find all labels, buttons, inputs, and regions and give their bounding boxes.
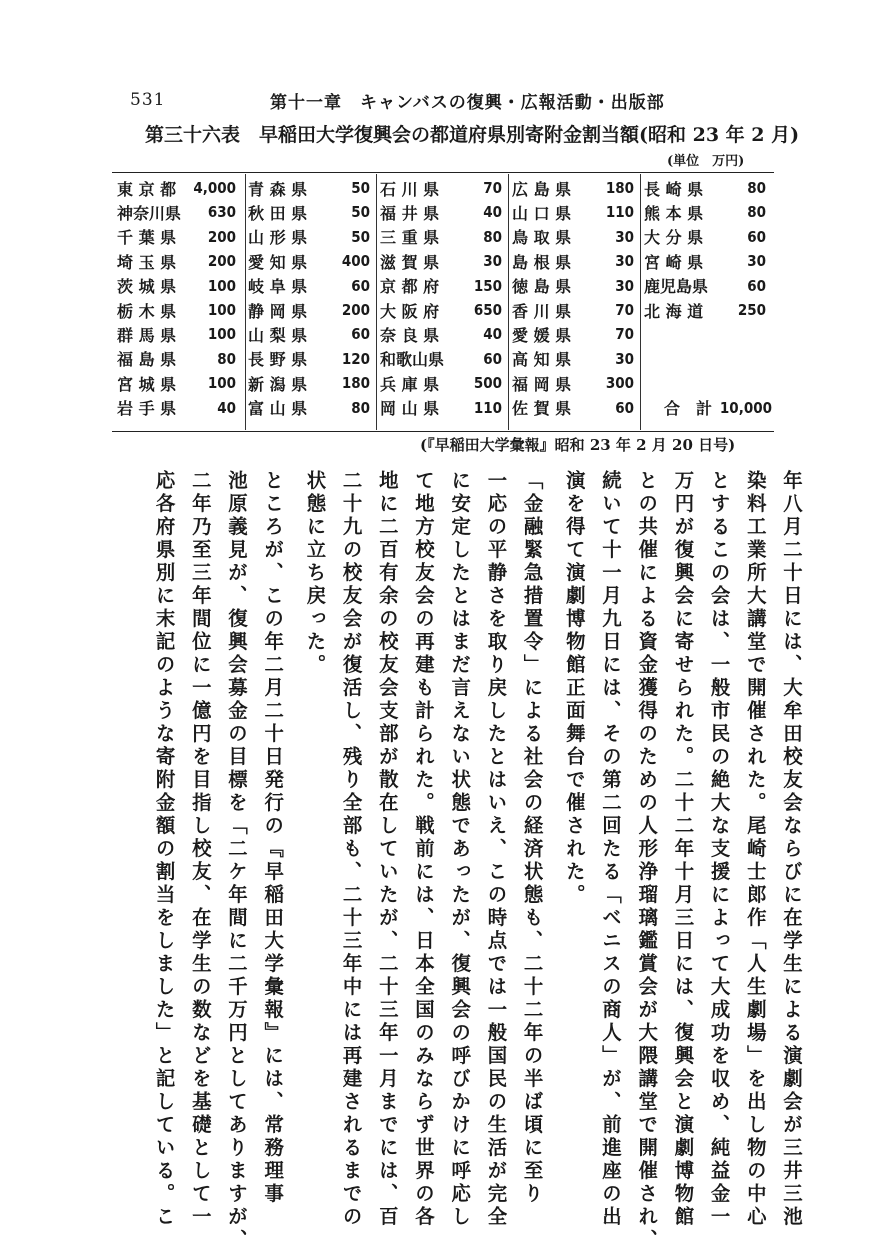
- total-label: 合 計: [664, 399, 713, 419]
- allocation-amount: 70: [483, 179, 502, 197]
- prefecture-name: 東 京 都: [117, 179, 177, 199]
- allocation-amount: 300: [605, 374, 634, 393]
- prefecture-name: 山 口 県: [512, 203, 572, 223]
- table-row: [248, 371, 370, 395]
- table-row: [117, 225, 236, 249]
- allocation-amount: 4,000: [193, 179, 236, 197]
- table-row: [512, 225, 634, 249]
- allocation-amount: 200: [341, 301, 370, 319]
- table-row: [380, 176, 502, 200]
- allocation-amount: 50: [351, 227, 370, 246]
- unit-note: (単位 万円): [667, 154, 745, 169]
- table-row: [117, 249, 236, 273]
- table-row: [512, 298, 634, 322]
- table-row: [512, 371, 634, 395]
- prefecture-name: 鳥 取 県: [512, 228, 572, 248]
- allocation-amount: 60: [483, 349, 502, 368]
- table-row: [248, 396, 370, 420]
- allocation-amount: 400: [341, 252, 370, 271]
- prefecture-name: 福 井 県: [380, 203, 440, 223]
- table-column-divider: [508, 174, 509, 430]
- allocation-amount: 80: [747, 179, 766, 197]
- allocation-amount: 60: [615, 398, 634, 417]
- allocation-amount: 30: [483, 252, 502, 271]
- table-row: [512, 200, 634, 224]
- allocation-amount: 50: [351, 203, 370, 222]
- table-row: [512, 322, 634, 346]
- text-line: 池原義見が、復興会募金の目標を「二ケ年間に二千万円としてありますが、: [225, 470, 248, 1252]
- allocation-amount: 80: [217, 349, 236, 368]
- prefecture-name: 福 岡 県: [512, 374, 572, 394]
- allocation-amount: 80: [483, 227, 502, 246]
- allocation-amount: 80: [747, 203, 766, 222]
- text-line: 「金融緊急措置令」による社会の経済状態も、二十二年の半ば頃に至り: [520, 470, 544, 1206]
- text-line: との共催による資金獲得のための人形浄瑠璃鑑賞会が大隈講堂で開催され、: [635, 470, 659, 1252]
- page-number: 531: [130, 90, 166, 110]
- prefecture-name: 奈 良 県: [380, 325, 440, 345]
- text-line: 続いて十一月九日には、その第二回たる「ベニスの商人」が、前進座の出: [599, 470, 622, 1229]
- allocation-amount: 40: [217, 398, 236, 417]
- text-line: て地方校友会の再建も計られた。戦前には、日本全国のみならず世界の各: [412, 470, 435, 1229]
- allocation-amount: 40: [483, 203, 502, 222]
- text-line: 一応の平静さを取り戻したとはいえ、この時点では一般国民の生活が完全: [484, 470, 508, 1229]
- allocation-amount: 30: [615, 252, 634, 271]
- table-row: [117, 298, 236, 322]
- prefecture-name: 長 崎 県: [644, 179, 704, 199]
- table-column-divider: [376, 174, 377, 430]
- prefecture-name: 滋 賀 県: [380, 252, 440, 272]
- table-row: [644, 176, 766, 200]
- allocation-amount: 40: [483, 325, 502, 344]
- prefecture-name: 岩 手 県: [117, 399, 177, 419]
- prefecture-name: 香 川 県: [512, 301, 572, 321]
- table-row: [644, 200, 766, 224]
- prefecture-name: 千 葉 県: [117, 228, 177, 248]
- allocation-amount: 60: [351, 325, 370, 344]
- allocation-amount: 200: [207, 227, 236, 246]
- prefecture-name: 静 岡 県: [248, 301, 308, 321]
- vertical-body-text: [110, 470, 803, 1252]
- allocation-amount: 80: [351, 398, 370, 417]
- text-line: 二年乃至三年間位に一億円を目指し校友、在学生の数などを基礎として一: [188, 470, 212, 1229]
- prefecture-name: 新 潟 県: [248, 374, 308, 394]
- allocation-amount: 70: [615, 325, 634, 344]
- text-line: 状態に立ち戻った。: [303, 470, 327, 677]
- allocation-amount: 70: [615, 301, 634, 319]
- table-row: [644, 225, 766, 249]
- prefecture-name: 青 森 県: [248, 179, 308, 199]
- table-row: [644, 298, 766, 322]
- allocation-amount: 150: [473, 276, 502, 295]
- allocation-amount: 120: [341, 349, 370, 368]
- text-line: 地に二百有余の校友会支部が散在していたが、二十三年一月までには、百: [375, 470, 399, 1229]
- prefecture-name: 三 重 県: [380, 228, 440, 248]
- allocation-amount: 50: [351, 179, 370, 197]
- prefecture-name: 愛 知 県: [248, 252, 308, 272]
- table-row: [380, 347, 502, 371]
- table-row: [512, 176, 634, 200]
- table-row: [117, 371, 236, 395]
- allocation-amount: 100: [207, 276, 236, 295]
- prefecture-name: 大 分 県: [644, 228, 704, 248]
- text-line: 二十九の校友会が復活し、残り全部も、二十三年中には再建されるまでの: [339, 470, 363, 1229]
- allocation-amount: 250: [737, 301, 766, 319]
- table-row: [380, 249, 502, 273]
- allocation-amount: 500: [473, 374, 502, 393]
- allocation-amount: 110: [473, 398, 502, 417]
- running-header: 第十一章 キャンバスの復興・広報活動・出版部: [270, 93, 665, 113]
- prefecture-name: 愛 媛 県: [512, 325, 572, 345]
- allocation-amount: 110: [605, 203, 634, 222]
- prefecture-name: 島 根 県: [512, 252, 572, 272]
- table-row: [380, 274, 502, 298]
- table-row: [117, 396, 236, 420]
- table-row: [117, 347, 236, 371]
- table-row: [248, 225, 370, 249]
- text-line: とするこの会は、一般市民の絶大な支援によって大成功を収め、純益金一: [707, 470, 731, 1229]
- table-column-divider: [245, 174, 246, 430]
- table-row: [117, 176, 236, 200]
- table-row: [248, 274, 370, 298]
- table-row: [117, 322, 236, 346]
- prefecture-name: 徳 島 県: [512, 277, 572, 297]
- prefecture-name: 富 山 県: [248, 399, 308, 419]
- text-line: 万円が復興会に寄せられた。二十二年十月三日には、復興会と演劇博物館: [671, 470, 695, 1229]
- text-line: 演を得て演劇博物館正面舞台で催された。: [562, 470, 586, 907]
- table-row: [380, 200, 502, 224]
- allocation-amount: 100: [207, 301, 236, 319]
- prefecture-name: 岡 山 県: [380, 399, 440, 419]
- prefecture-name: 高 知 県: [512, 350, 572, 370]
- prefecture-name: 茨 城 県: [117, 277, 177, 297]
- prefecture-name: 兵 庫 県: [380, 374, 440, 394]
- table-row: [644, 274, 766, 298]
- prefecture-name: 宮 城 県: [117, 374, 177, 394]
- table-row: [512, 347, 634, 371]
- table-row: [117, 200, 236, 224]
- table-row: [380, 322, 502, 346]
- prefecture-name: 山 梨 県: [248, 325, 308, 345]
- table-row: [248, 322, 370, 346]
- prefecture-name: 秋 田 県: [248, 203, 308, 223]
- allocation-amount: 180: [605, 179, 634, 197]
- table-row: [117, 274, 236, 298]
- table-row: [248, 298, 370, 322]
- table-source-note: (『早稲田大学彙報』昭和 23 年 2 月 20 日号): [420, 436, 736, 454]
- prefecture-name: 鹿児島県: [644, 277, 709, 297]
- text-line: 染料工業所大講堂で開催された。尾崎士郎作「人生劇場」を出し物の中心: [743, 470, 767, 1229]
- prefecture-name: 広 島 県: [512, 179, 572, 199]
- table-row: [248, 176, 370, 200]
- table-title: 第三十六表 早稲田大学復興会の都道府県別寄附金割当額(昭和 23 年 2 月): [145, 124, 800, 146]
- allocation-amount: 60: [747, 276, 766, 295]
- table-row: [644, 249, 766, 273]
- allocation-amount: 200: [207, 252, 236, 271]
- table-row: [512, 396, 634, 420]
- prefecture-name: 石 川 県: [380, 179, 440, 199]
- prefecture-name: 群 馬 県: [117, 325, 177, 345]
- prefecture-name: 佐 賀 県: [512, 399, 572, 419]
- text-line: に安定したとはまだ言えない状態であったが、復興会の呼びかけに呼応し: [448, 470, 472, 1229]
- prefecture-name: 栃 木 県: [117, 301, 177, 321]
- table-row: [380, 396, 502, 420]
- prefecture-name: 埼 玉 県: [117, 252, 177, 272]
- prefecture-name: 熊 本 県: [644, 203, 704, 223]
- table-row: [248, 249, 370, 273]
- allocation-amount: 30: [615, 227, 634, 246]
- allocation-amount: 30: [615, 276, 634, 295]
- allocation-amount: 180: [341, 374, 370, 393]
- allocation-amount: 60: [747, 227, 766, 246]
- allocation-amount: 630: [207, 203, 236, 222]
- table-row: [380, 225, 502, 249]
- text-line: 年八月二十日には、大牟田校友会ならびに在学生による演劇会が三井三池: [780, 470, 803, 1229]
- table-column-divider: [640, 174, 641, 430]
- total-amount: 10,000: [719, 398, 772, 417]
- prefecture-name: 山 形 県: [248, 228, 308, 248]
- prefecture-name: 岐 阜 県: [248, 277, 308, 297]
- prefecture-name: 京 都 府: [380, 277, 440, 297]
- table-row: [512, 249, 634, 273]
- allocation-amount: 100: [207, 374, 236, 393]
- prefecture-name: 大 阪 府: [380, 301, 440, 321]
- allocation-amount: 30: [615, 349, 634, 368]
- allocation-amount: 60: [351, 276, 370, 295]
- prefecture-name: 宮 崎 県: [644, 252, 704, 272]
- text-line: ところが、この年二月二十日発行の『早稲田大学彙報』には、常務理事: [261, 470, 285, 1206]
- prefecture-name: 長 野 県: [248, 350, 308, 370]
- allocation-amount: 100: [207, 325, 236, 344]
- allocation-amount: 650: [473, 301, 502, 319]
- text-line: 応各府県別に末記のような寄附金額の割当をしました」と記している。こ: [152, 470, 176, 1229]
- table-row: [248, 200, 370, 224]
- prefecture-name: 福 島 県: [117, 350, 177, 370]
- table-row: [512, 274, 634, 298]
- prefecture-name: 北 海 道: [644, 301, 704, 321]
- allocation-amount: 30: [747, 252, 766, 271]
- table-total-row: [664, 396, 772, 420]
- table-row: [380, 371, 502, 395]
- prefecture-name: 和歌山県: [380, 350, 445, 370]
- table-row: [248, 347, 370, 371]
- prefecture-name: 神奈川県: [117, 203, 182, 223]
- table-row: [380, 298, 502, 322]
